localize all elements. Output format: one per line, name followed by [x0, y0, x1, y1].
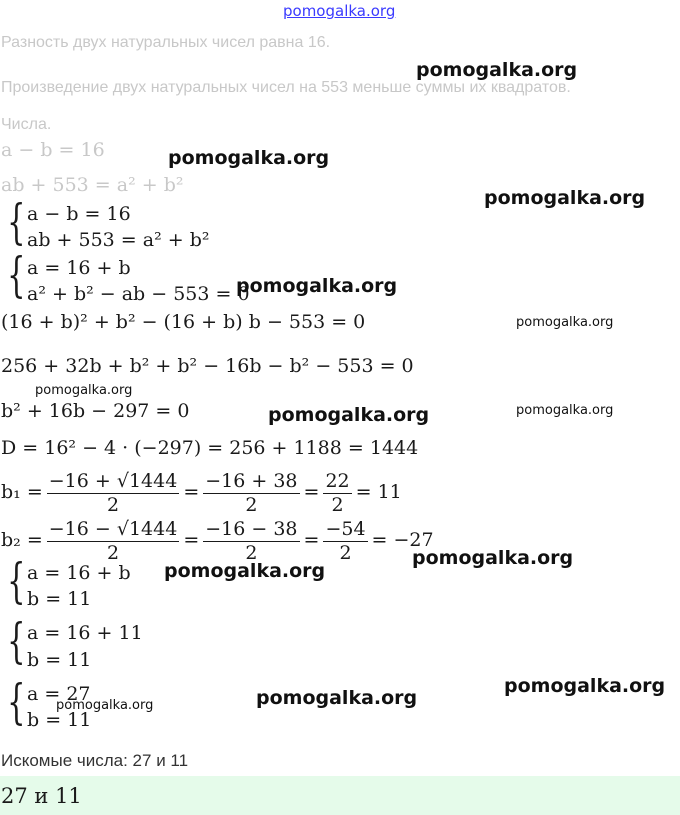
- watermark: pomogalka.org: [412, 547, 574, 569]
- system-4-line-a: a = 16 + 11: [27, 622, 143, 644]
- system-3-line-b: b = 11: [27, 588, 92, 610]
- substitution-equation: (16 + b)² + b² − (16 + b) b − 553 = 0: [1, 311, 366, 333]
- site-link[interactable]: pomogalka.org: [283, 2, 396, 20]
- watermark: pomogalka.org: [56, 698, 154, 713]
- system-brace-5: {: [7, 674, 26, 730]
- root-b1-fraction-2: $\frac{-16 + 38}{2}$: [205, 469, 298, 516]
- root-b2-fraction-2: $\frac{-16 - 38}{2}$: [205, 517, 298, 564]
- quadratic-equation: b² + 16b − 297 = 0: [1, 400, 190, 422]
- equation-1: a − b = 16: [1, 139, 105, 161]
- system-2-line-b: a² + b² − ab − 553 = 0: [27, 283, 250, 305]
- equation-2: ab + 553 = a² + b²: [1, 174, 184, 196]
- watermark: pomogalka.org: [256, 687, 418, 709]
- root-b1-fraction-1: $\frac{-16 + √1444}{2}$: [48, 469, 178, 516]
- discriminant-equation: D = 16² − 4 · (−297) = 256 + 1188 = 1444: [1, 437, 419, 459]
- problem-line-3: Числа.: [1, 116, 52, 133]
- root-b2-label: b₂ =: [1, 529, 43, 551]
- watermark: pomogalka.org: [416, 59, 578, 81]
- problem-line-2: Произведение двух натуральных чисел на 553 меньше суммы их квадратов.: [1, 79, 571, 96]
- answer-box: [0, 776, 680, 815]
- watermark: pomogalka.org: [516, 403, 614, 418]
- system-brace-2: {: [7, 247, 26, 303]
- watermark: pomogalka.org: [164, 560, 326, 582]
- watermark: pomogalka.org: [168, 147, 330, 169]
- answer-label: Искомые числа: 27 и 11: [1, 751, 189, 770]
- root-b2-fraction-1: $\frac{-16 - √1444}{2}$: [48, 517, 178, 564]
- system-brace-4: {: [7, 613, 26, 669]
- root-b2-result: = −27: [371, 529, 434, 551]
- system-1-line-a: a − b = 16: [27, 203, 131, 225]
- watermark: pomogalka.org: [236, 275, 398, 297]
- root-b1-fraction-3: $\frac{22}{2}$: [325, 469, 350, 516]
- problem-line-1: Разность двух натуральных чисел равна 16.: [1, 34, 331, 51]
- watermark: pomogalka.org: [268, 404, 430, 426]
- watermark: pomogalka.org: [35, 383, 133, 398]
- root-b2-row: b₂ = $\frac{-16 - √1444}{2}$ = $\frac{-16 - 38}{2}$ = $\frac{-54}{2}$ = −27: [1, 517, 434, 564]
- root-b1-label: b₁ =: [1, 481, 43, 503]
- system-brace-1: {: [7, 194, 26, 250]
- system-2-line-a: a = 16 + b: [27, 257, 131, 279]
- root-b2-fraction-3: $\frac{-54}{2}$: [325, 517, 366, 564]
- system-5-line-b: b = 11: [27, 709, 92, 731]
- answer-value: 27 и 11: [1, 784, 82, 808]
- watermark: pomogalka.org: [484, 187, 646, 209]
- root-b1-result: = 11: [355, 481, 402, 503]
- watermark: pomogalka.org: [504, 675, 666, 697]
- system-3-line-a: a = 16 + b: [27, 562, 131, 584]
- system-1-line-b: ab + 553 = a² + b²: [27, 229, 210, 251]
- root-b1-row: b₁ = $\frac{-16 + √1444}{2}$ = $\frac{-16 + 38}{2}$ = $\frac{22}{2}$ = 11: [1, 469, 402, 516]
- expanded-equation: 256 + 32b + b² + b² − 16b − b² − 553 = 0: [1, 355, 414, 377]
- system-5-line-a: a = 27: [27, 683, 91, 705]
- system-brace-3: {: [7, 553, 26, 609]
- system-4-line-b: b = 11: [27, 649, 92, 671]
- watermark: pomogalka.org: [516, 315, 614, 330]
